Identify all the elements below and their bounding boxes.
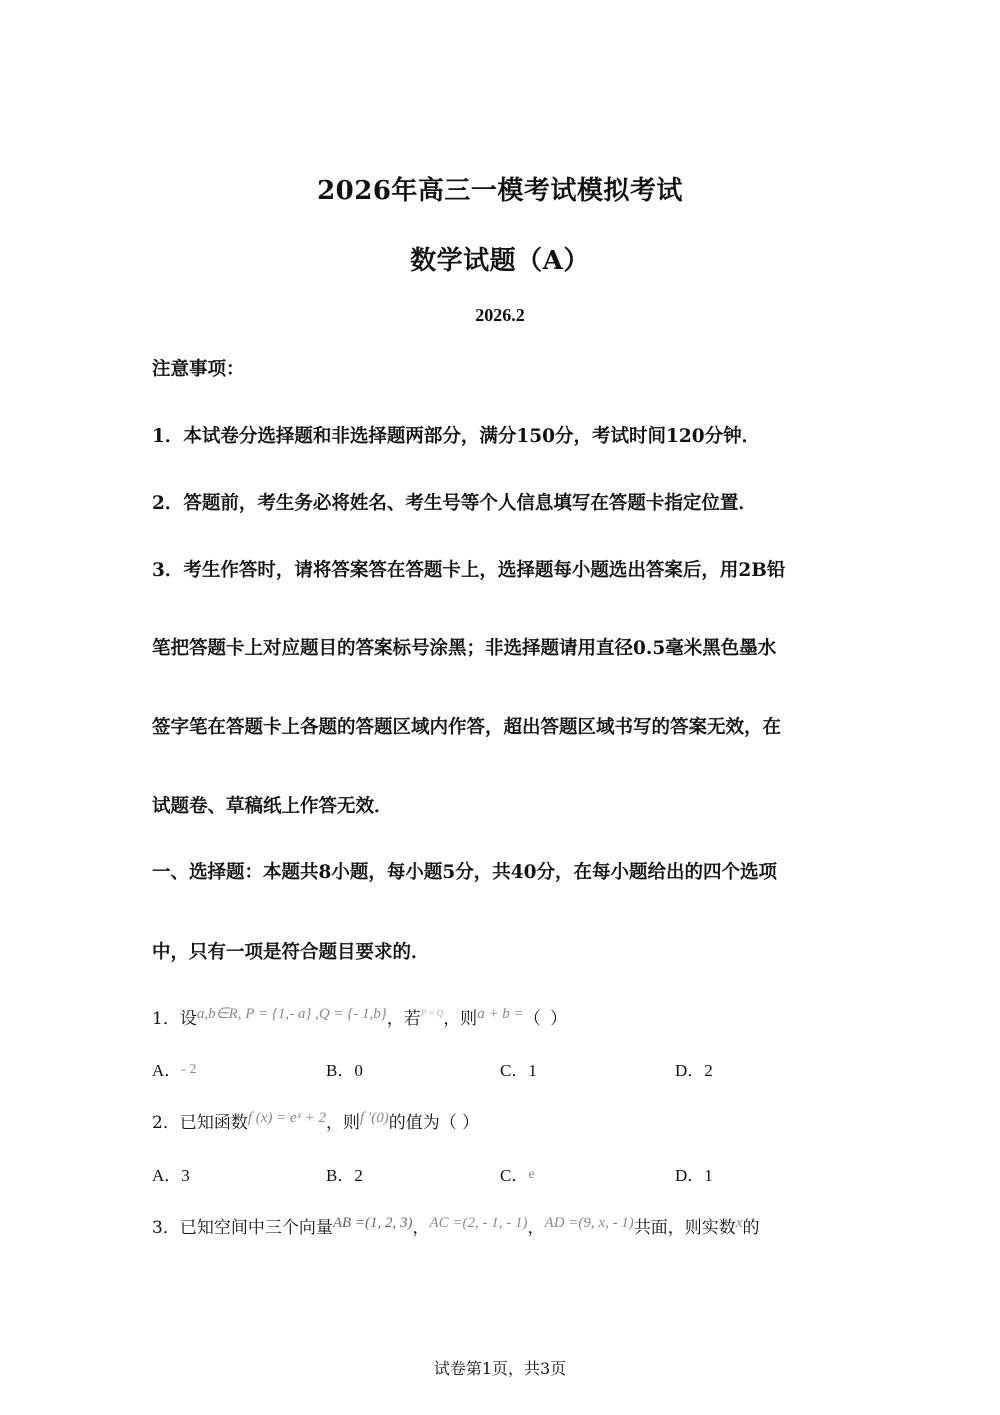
- q3-comma-1: ，: [412, 1218, 430, 1238]
- question-2: [152, 1108, 479, 1133]
- option-label: A．: [152, 1061, 182, 1080]
- q3-vector-ad: AD =(9, x, - 1): [544, 1215, 634, 1231]
- exam-date: 2026.2: [475, 305, 525, 325]
- q1-condition: P = Q: [420, 1008, 444, 1018]
- option-value: e: [528, 1167, 535, 1182]
- section-1-heading-line-1: 一、选择题：本题共8小题，每小题5分，共40分，在每小题给出的四个选项: [152, 862, 777, 883]
- q3-prefix: 3．已知空间中三个向量: [152, 1218, 333, 1238]
- q3-vector-ab: AB =(1, 2, 3): [332, 1215, 413, 1231]
- option-label: B．: [326, 1061, 355, 1080]
- option-label: D．: [675, 1166, 705, 1185]
- q2-mid: ，则: [326, 1113, 361, 1133]
- notice-item-2: 2．答题前，考生务必将姓名、考生号等个人信息填写在答题卡指定位置．: [152, 493, 757, 514]
- notice-item-3-line-4: 试题卷、草稿纸上作答无效．: [152, 796, 393, 817]
- option-label: A．: [152, 1166, 182, 1185]
- question-3: [152, 1213, 759, 1238]
- option-label: B．: [326, 1166, 355, 1185]
- q1-answer-paren: （ ）: [523, 1009, 570, 1029]
- section-1-heading-line-2: 中，只有一项是符合题目要求的．: [152, 942, 430, 963]
- notice-item-3-line-1: 3．考生作答时，请将答案答在答题卡上，选择题每小题选出答案后，用2B铅: [152, 560, 786, 581]
- q2-function: f (x) = eˣ + 2: [247, 1110, 327, 1126]
- q2-prefix: 2．已知函数: [152, 1113, 248, 1133]
- question-1: [152, 1004, 569, 1029]
- exam-subtitle: 数学试题（A）: [410, 246, 590, 276]
- q1-prefix: 1．设: [152, 1009, 197, 1029]
- q1-set-definition: a,b∈R, P = {1,- a} ,Q = {- 1,b}: [196, 1006, 387, 1022]
- notice-item-3-line-3: 签字笔在答题卡上各题的答题区域内作答，超出答题区域书写的答案无效，在: [152, 717, 782, 738]
- q2-option-d[interactable]: [675, 1161, 713, 1186]
- q1-option-b[interactable]: [326, 1056, 363, 1081]
- q2-option-c[interactable]: [500, 1161, 535, 1186]
- q1-mid2: ，则: [443, 1009, 478, 1029]
- exam-title: 2026年高三一模考试模拟考试: [317, 176, 683, 206]
- option-value: 1: [528, 1061, 537, 1080]
- q3-comma-2: ，: [527, 1218, 545, 1238]
- option-value: 3: [181, 1166, 190, 1185]
- q3-suffix: 共面，则实数: [633, 1218, 736, 1238]
- q3-suffix-2: 的: [742, 1218, 760, 1238]
- q1-mid: ，若: [386, 1009, 421, 1029]
- q1-option-c[interactable]: [500, 1056, 537, 1081]
- option-value: - 2: [181, 1062, 197, 1077]
- q2-option-a[interactable]: [152, 1161, 190, 1186]
- notice-item-3-line-2: 笔把答题卡上对应题目的答案标号涂黑；非选择题请用直径0.5毫米黑色墨水: [152, 638, 777, 659]
- q1-expression: a + b =: [477, 1006, 524, 1022]
- q2-derivative: f ′(0): [360, 1110, 389, 1126]
- q1-option-d[interactable]: [675, 1056, 713, 1081]
- q3-variable: x: [735, 1215, 743, 1231]
- notice-heading: 注意事项：: [152, 359, 245, 380]
- notice-item-1: 1．本试卷分选择题和非选择题两部分，满分150分，考试时间120分钟．: [152, 426, 761, 447]
- q3-vector-ac: AC =(2, - 1, - 1): [429, 1215, 528, 1231]
- option-value: 2: [704, 1061, 713, 1080]
- page-footer: 试卷第1页，共3页: [433, 1359, 567, 1378]
- option-label: D．: [675, 1061, 705, 1080]
- q1-option-a[interactable]: [152, 1056, 196, 1081]
- option-value: 2: [354, 1166, 363, 1185]
- option-value: 1: [704, 1166, 713, 1185]
- q2-suffix: 的值为（ ）: [388, 1113, 480, 1133]
- q2-option-b[interactable]: [326, 1161, 363, 1186]
- option-label: C．: [500, 1061, 529, 1080]
- option-value: 0: [354, 1061, 363, 1080]
- option-label: C．: [500, 1166, 529, 1185]
